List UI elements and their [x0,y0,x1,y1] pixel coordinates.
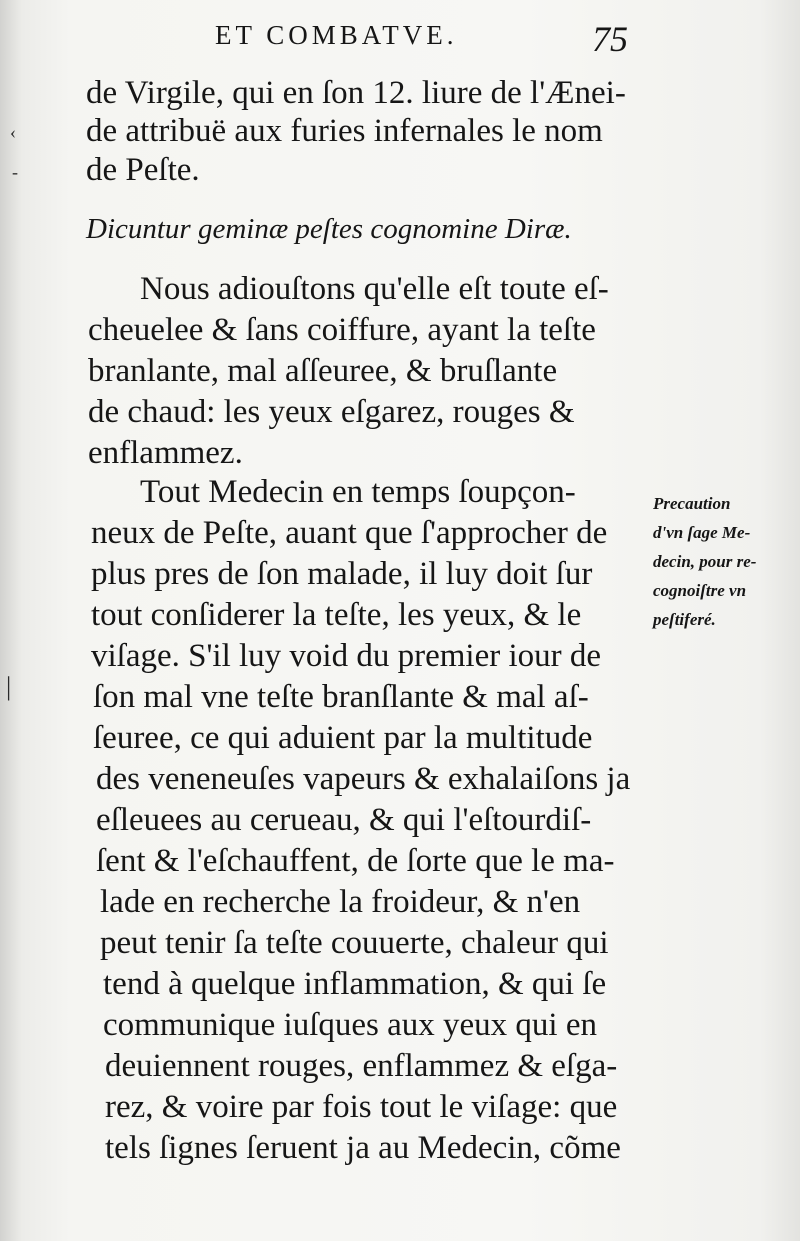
latin-quote: Dicuntur geminæ peſtes cognomine Diræ. [86,213,572,245]
running-title: ET COMBATVE. [215,20,458,50]
text-line: tout conſiderer la teſte, les yeux, & le [91,597,582,633]
text-line: ſeuree, ce qui aduient par la multitude [93,720,593,756]
margin-note-line: d'vn ſage Me- [653,523,751,542]
text-line: Tout Medecin en temps ſoupçon- [140,474,576,510]
text-line: lade en recherche la froideur, & n'en [100,884,581,920]
text-line: de Peſte. [86,152,200,188]
text-line: cheuelee & ſans coiffure, ayant la teſte [88,312,596,348]
margin-note-line: cognoiſtre vn [653,581,747,600]
text-line: communique iuſques aux yeux qui en [103,1007,597,1043]
text-line: enflammez. [88,435,243,471]
margin-tick: ‹ [10,122,16,142]
text-line: ſent & l'eſchauffent, de ſorte que le ma- [96,843,615,879]
margin-note-line: peſtiferé. [653,610,716,629]
text-line: Nous adiouſtons qu'elle eſt toute eſ- [140,271,609,307]
text-line: eſleuees au cerueau, & qui l'eſtourdiſ- [96,802,592,838]
margin-note-line: Precaution [653,494,731,513]
margin-note-line: decin, pour re- [653,552,757,571]
text-line: peut tenir ſa teſte couuerte, chaleur qui [100,925,609,961]
text-line: tend à quelque inflammation, & qui ſe [103,966,607,1002]
text-line: des veneneuſes vapeurs & exhalaiſons ja [96,761,631,797]
text-line: tels ſignes ſeruent ja au Medecin, cõme [105,1130,621,1166]
margin-bar: | [6,672,12,701]
text-line: rez, & voire par fois tout le viſage: que [105,1089,618,1125]
text-line: ſon mal vne teſte branſlante & mal aſ- [93,679,589,715]
margin-dash: - [12,162,18,182]
text-line: deuiennent rouges, enflammez & eſga- [105,1048,618,1084]
text-line: plus pres de ſon malade, il luy doit ſur [91,556,593,592]
text-line: de Virgile, qui en ſon 12. liure de l'Ænei- [86,75,626,111]
text-line: viſage. S'il luy void du premier iour de [91,638,602,674]
text-line: neux de Peſte, auant que ſ'approcher de [91,515,608,551]
text-line: de attribuë aux furies infernales le nom [86,113,603,149]
text-line: branlante, mal aſſeuree, & bruſlante [88,353,558,389]
margin-note [653,489,798,634]
text-line: de chaud: les yeux eſgarez, rouges & [88,394,575,430]
page-number: 75 [592,19,628,59]
